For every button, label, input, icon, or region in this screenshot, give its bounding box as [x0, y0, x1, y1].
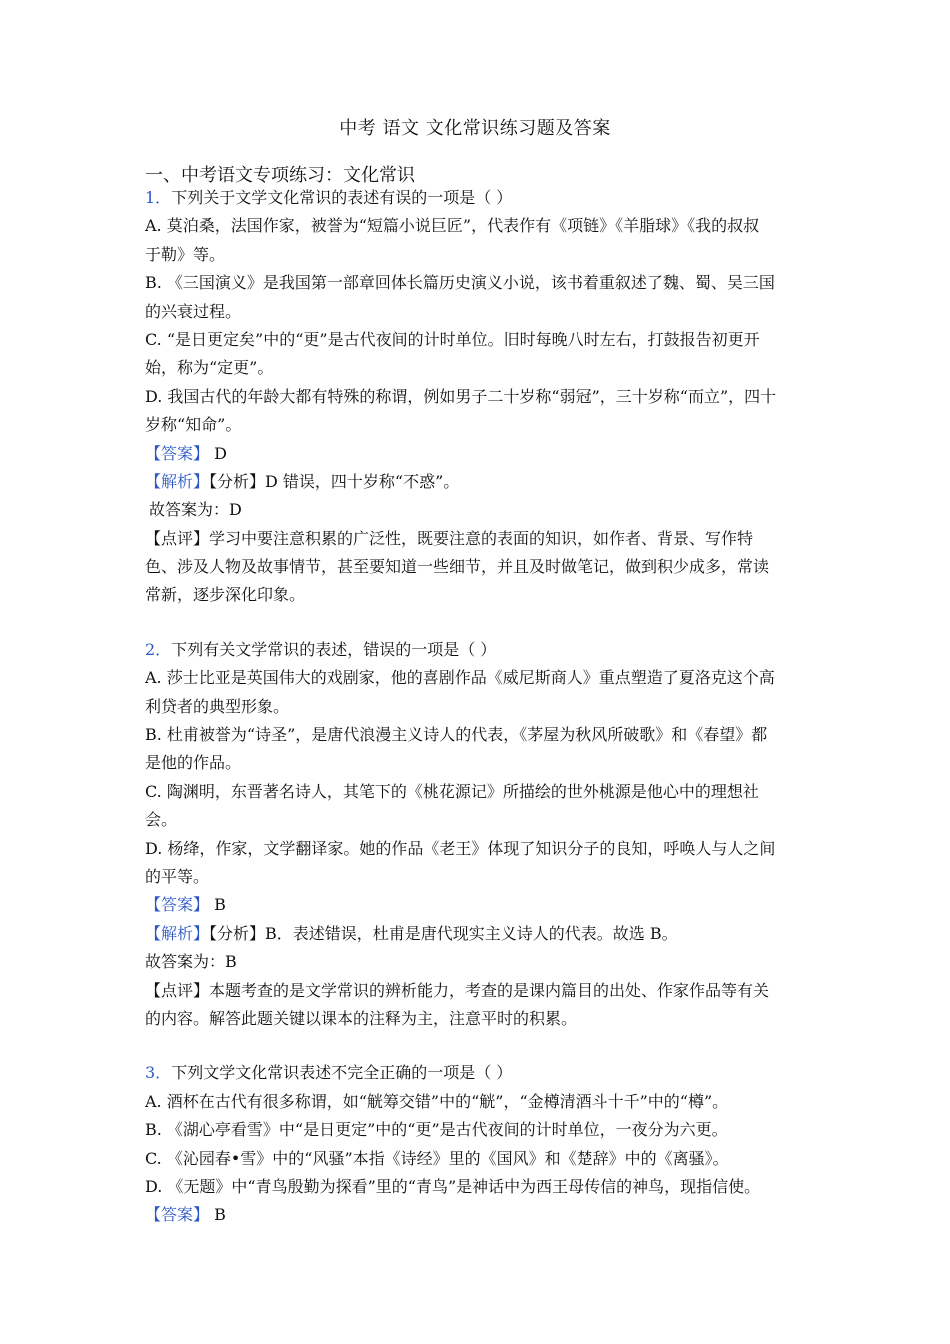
- option-d-line-2: 岁称“知命”。: [145, 415, 242, 435]
- comment-line-2: 的内容。解答此题关键以课本的注释为主，注意平时的积累。: [145, 1008, 578, 1028]
- answer-line: [145, 1201, 809, 1229]
- analysis-line: 【解析】【分析】D 错误，四十岁称“不惑”。: [145, 471, 460, 491]
- option-b-line-2: 的兴衰过程。: [145, 301, 242, 321]
- answer-value: D: [214, 443, 227, 463]
- comment-line-1: 【点评】学习中要注意积累的广泛性，既要注意的表面的知识，如作者、背景、写作特: [145, 528, 754, 548]
- option-b-line-1: B. 《三国演义》是我国第一部章回体长篇历史演义小说，该书着重叙述了魏、蜀、吴三国: [145, 273, 775, 293]
- option-d-line-2: 的平等。: [145, 866, 210, 886]
- option-a-line-1: A. 莎士比亚是英国伟大的戏剧家，他的喜剧作品《威尼斯商人》重点塑造了夏洛克这个高: [145, 668, 775, 688]
- option-b-line-1: B. 杜甫被誉为“诗圣”，是唐代浪漫主义诗人的代表，《茅屋为秋风所破歌》和《春望》都: [145, 725, 768, 745]
- section-heading: 一、中考语文专项练习：文化常识: [145, 165, 415, 186]
- question-number: 2．: [145, 639, 172, 659]
- option-a-line-1: A. 莫泊桑，法国作家，被誉为“短篇小说巨匠”，代表作有《项链》《羊脂球》《我的叔叔: [145, 216, 760, 236]
- question-number: 1．: [145, 188, 172, 207]
- option-a: A. 酒杯在古代有很多称谓，如“觥筹交错”中的“觥”，“金樽清酒斗十千”中的“樽”。: [145, 1091, 729, 1111]
- answer-tag: 【答案】: [145, 1205, 210, 1225]
- comment-line-3: 常新，逐步深化印象。: [145, 585, 306, 605]
- comment-line-1: 【点评】本题考查的是文学常识的辨析能力，考查的是课内篇目的出处、作家作品等有关: [145, 980, 770, 1000]
- option-c: C. 《沁园春•雪》中的“风骚”本指《诗经》里的《国风》和《楚辞》中的《离骚》。: [145, 1148, 729, 1168]
- comment-line-2: 色、涉及人物及故事情节，甚至要知道一些细节，并且及时做笔记，做到积少成多，常读: [145, 557, 770, 577]
- option-a-line-2: 于勒》等。: [145, 244, 226, 264]
- option-c-line-1: C. “是日更定矣”中的“更”是古代夜间的计时单位。旧时每晚八时左右，打鼓报告初更开: [145, 329, 760, 349]
- analysis-tag: 【解析】: [145, 471, 210, 491]
- question-2-stem: 2．下列有关文学常识的表述，错误的一项是（ ）: [145, 639, 497, 659]
- answer-value: B: [214, 895, 226, 915]
- option-c-line-1: C. 陶渊明，东晋著名诗人，其笔下的《桃花源记》所描绘的世外桃源是他心中的理想社: [145, 781, 759, 801]
- question-3-stem: 3．下列文学文化常识表述不完全正确的一项是（ ）: [145, 1063, 513, 1083]
- option-d-line-1: D. 我国古代的年龄大都有特殊的称谓，例如男子二十岁称“弱冠”，三十岁称“而立”，四十: [145, 386, 777, 406]
- conclusion-line: 故答案为：D: [149, 500, 242, 520]
- answer-tag: 【答案】: [145, 443, 210, 463]
- answer-line: [145, 891, 809, 919]
- question-1-stem: 1．下列关于文学文化常识的表述有误的一项是（ ）: [145, 188, 513, 207]
- option-d-line-1: D. 杨绛，作家，文学翻译家。她的作品《老王》体现了知识分子的良知，呼唤人与人之间: [145, 838, 776, 858]
- option-c-line-2: 始，称为“定更”。: [145, 358, 274, 378]
- answer-tag: 【答案】: [145, 895, 210, 915]
- question-content: [145, 184, 809, 1230]
- answer-value: B: [214, 1205, 226, 1225]
- answer-line: [145, 440, 809, 468]
- question-number: 3．: [145, 1063, 172, 1083]
- option-d: D. 《无题》中“青鸟殷勤为探看”里的“青鸟”是神话中为西王母传信的神鸟，现指信使。: [145, 1176, 761, 1196]
- page-title: 中考 语文 文化常识练习题及答案: [339, 118, 611, 139]
- conclusion-line: 故答案为：B: [145, 952, 237, 972]
- option-a-line-2: 利贷者的典型形象。: [145, 696, 290, 716]
- analysis-tag: 【解析】: [145, 923, 210, 943]
- option-c-line-2: 会。: [145, 810, 178, 830]
- analysis-line: 【解析】【分析】B．表述错误，杜甫是唐代现实主义诗人的代表。故选 B。: [145, 923, 678, 943]
- option-b-line-2: 是他的作品。: [145, 753, 242, 773]
- option-b: B. 《湖心亭看雪》中“是日更定”中的“更”是古代夜间的计时单位，一夜分为六更。: [145, 1120, 728, 1140]
